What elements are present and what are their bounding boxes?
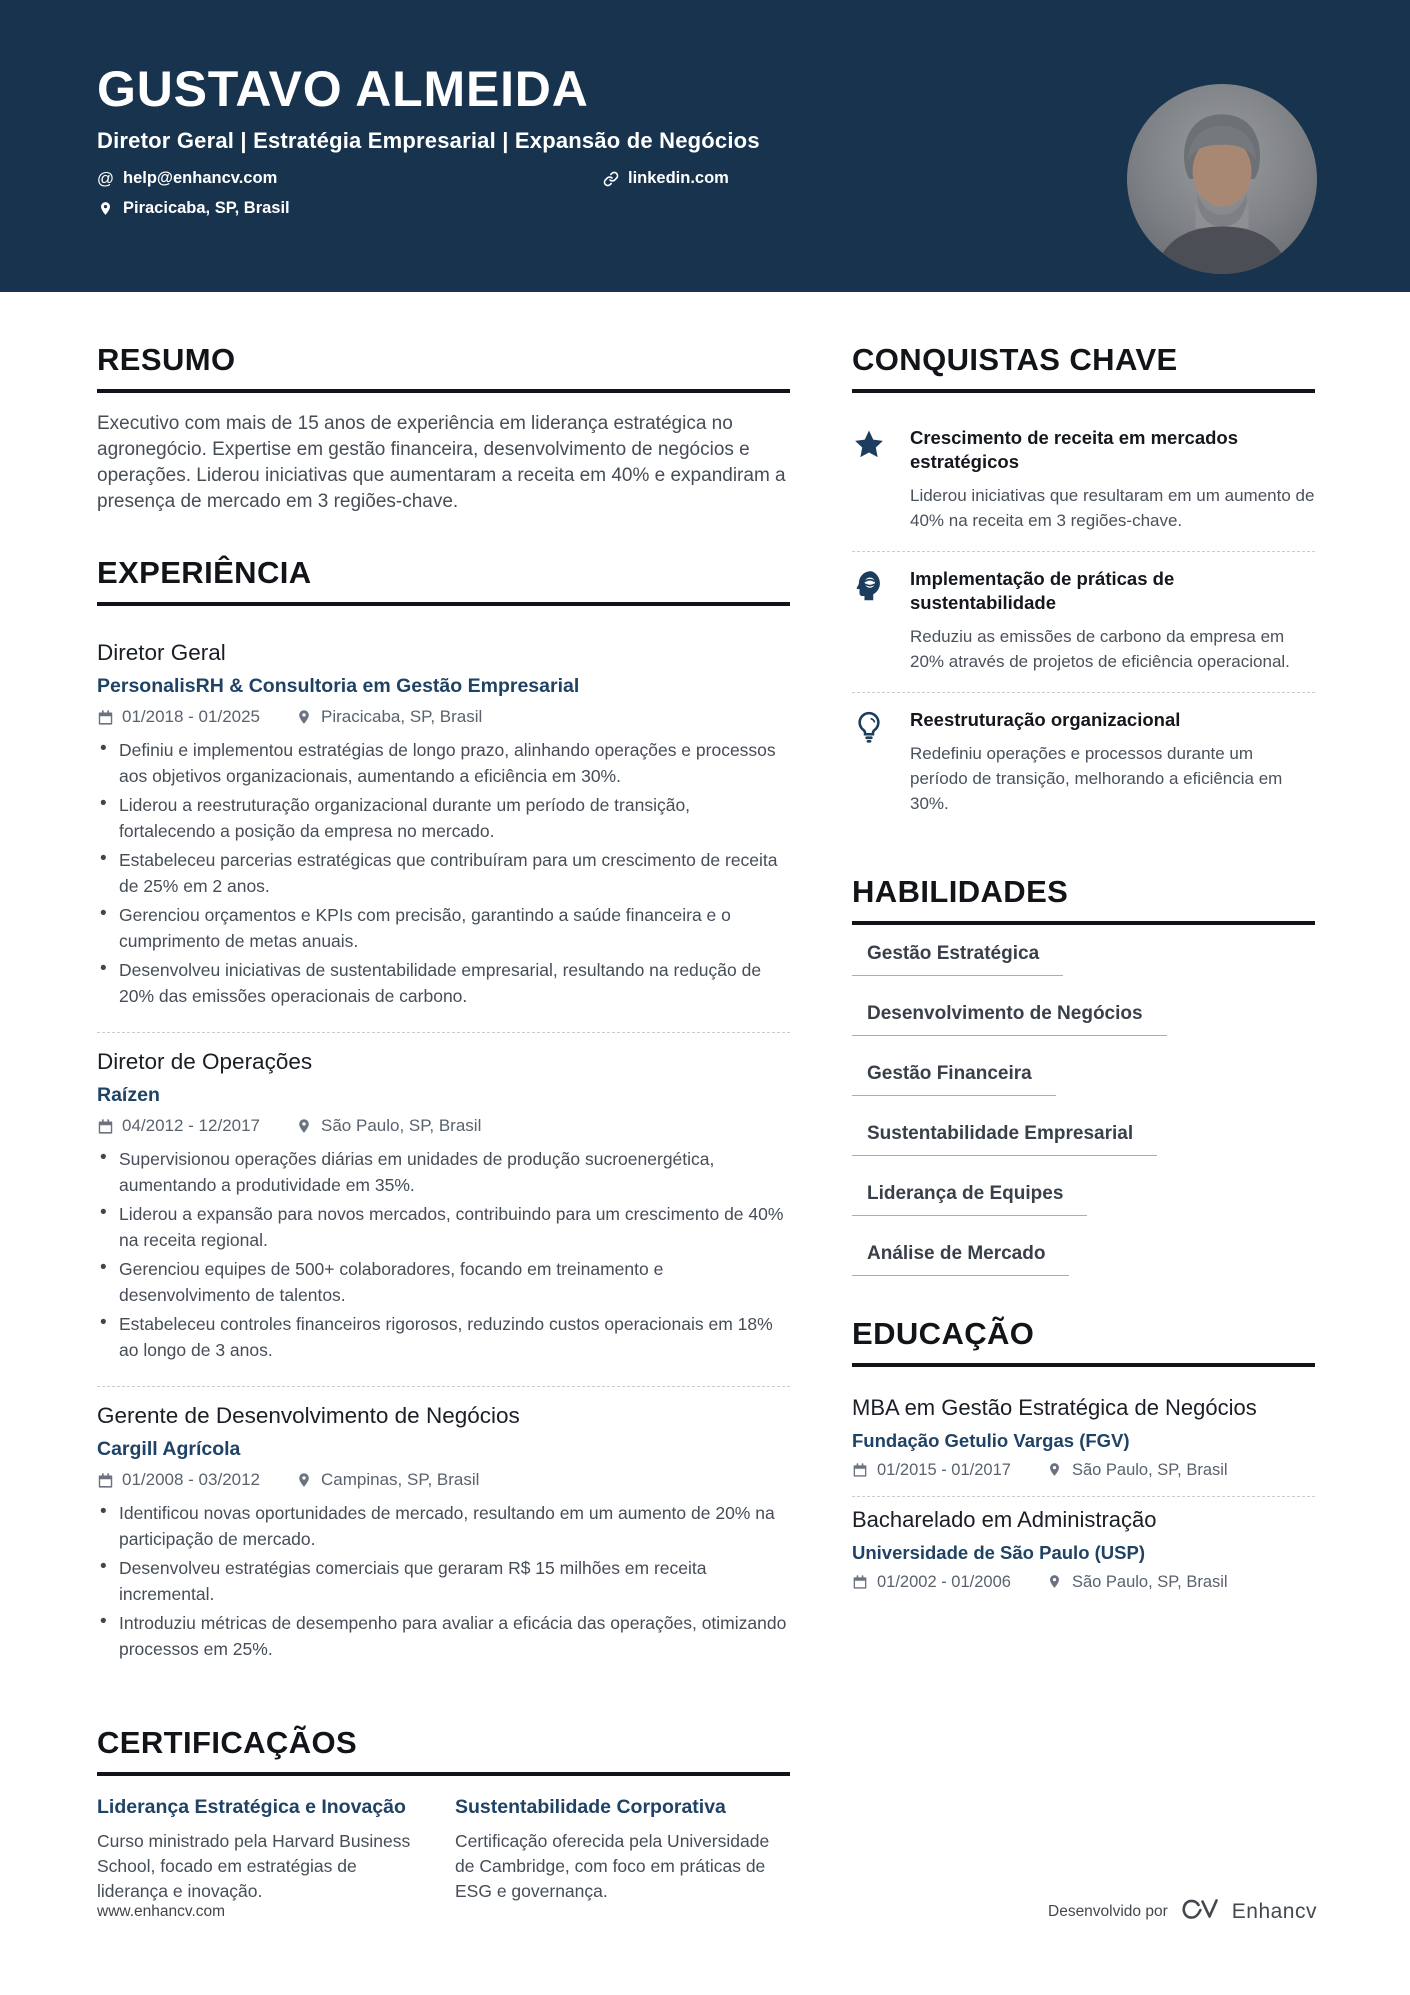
bullet: • Estabeleceu controles financeiros rigorosos, reduzindo custos operacionais em 18% ao longo de 3 anos. <box>97 1311 790 1363</box>
achievement-item <box>852 411 1315 552</box>
job-title: Diretor Geral <box>97 640 226 665</box>
section-habilidades <box>852 874 1315 1276</box>
degree-location: São Paulo, SP, Brasil <box>1047 1573 1228 1592</box>
degree-dates: 01/2002 - 01/2006 <box>852 1573 1011 1592</box>
job-entry <box>97 624 790 1033</box>
achievement-desc: Liderou iniciativas que resultaram em um aumento de 40% na receita em 3 regiões-chave. <box>910 486 1315 530</box>
skill-row <box>852 1123 1315 1156</box>
achievement-body <box>910 426 1315 533</box>
habilidades-heading: HABILIDADES <box>852 874 1315 925</box>
certificacoes-heading: CERTIFICAÇÃOS <box>97 1725 790 1776</box>
job-company: Cargill Agrícola <box>97 1438 241 1460</box>
footer-credit <box>1048 1896 1317 1927</box>
calendar-icon <box>852 1574 869 1591</box>
certifications-grid <box>97 1794 790 1904</box>
head-brain-icon <box>852 567 910 674</box>
conquistas-heading: CONQUISTAS CHAVE <box>852 342 1315 393</box>
school-name: Fundação Getulio Vargas (FGV) <box>852 1430 1130 1451</box>
location-pin-icon <box>296 1472 313 1489</box>
footer-brand-text[interactable]: Enhancv <box>1231 1899 1317 1923</box>
location-pin-icon <box>1047 1462 1064 1479</box>
bullet: • Gerenciou orçamentos e KPIs com precisão, garantindo a saúde financeira e o cumprimento de metas anuais. <box>97 902 790 954</box>
job-bullets <box>97 1146 790 1363</box>
skill-row <box>852 1243 1315 1276</box>
bullet: • Definiu e implementou estratégias de longo prazo, alinhando operações e processos aos objetivos organizacionais, aumentando a eficiência em 30%. <box>97 737 790 789</box>
location-pin-icon <box>296 709 313 726</box>
person-name: GUSTAVO ALMEIDA <box>97 61 589 117</box>
bullet: • Estabeleceu parcerias estratégicas que contribuíram para um crescimento de receita de 25% em 2 anos. <box>97 847 790 899</box>
certification-title: Sustentabilidade Corporativa <box>455 1796 726 1818</box>
website-text: linkedin.com <box>628 169 729 187</box>
job-title: Gerente de Desenvolvimento de Negócios <box>97 1403 520 1428</box>
experiencia-heading: EXPERIÊNCIA <box>97 555 790 606</box>
certification-title: Liderança Estratégica e Inovação <box>97 1796 406 1818</box>
bullet: • Introduziu métricas de desempenho para avaliar a eficácia das operações, otimizando processos em 25%. <box>97 1610 790 1662</box>
certification-item <box>97 1794 417 1904</box>
achievement-item <box>852 552 1315 693</box>
skill-item: Sustentabilidade Empresarial <box>852 1123 1157 1156</box>
star-icon <box>852 426 910 533</box>
job-bullets <box>97 737 790 1009</box>
footer <box>97 1896 1317 1927</box>
achievement-body <box>910 708 1315 816</box>
job-company: PersonalisRH & Consultoria em Gestão Empresarial <box>97 675 580 697</box>
educacao-heading: EDUCAÇÃO <box>852 1316 1315 1367</box>
section-conquistas <box>852 342 1315 834</box>
person-headline: Diretor Geral | Estratégia Empresarial | Expansão de Negócios <box>97 128 760 153</box>
section-resumo <box>97 342 790 515</box>
calendar-icon <box>97 1118 114 1135</box>
degree-entry <box>852 1385 1315 1497</box>
degree-title: Bacharelado em Administração <box>852 1507 1157 1532</box>
achievement-title: Crescimento de receita em mercados estratégicos <box>910 427 1239 472</box>
lightbulb-icon <box>852 708 910 816</box>
achievement-item <box>852 693 1315 834</box>
skill-item: Desenvolvimento de Negócios <box>852 1003 1167 1036</box>
achievement-title: Implementação de práticas de sustentabilidade <box>910 568 1175 613</box>
portrait-silhouette <box>1127 84 1317 274</box>
location-pin-icon <box>1047 1574 1064 1591</box>
skill-item: Gestão Estratégica <box>852 943 1063 976</box>
certification-item <box>455 1794 785 1904</box>
bullet: • Gerenciou equipes de 500+ colaboradores, focando em treinamento e desenvolvimento de talentos. <box>97 1256 790 1308</box>
enhancv-logo-icon <box>1178 1896 1222 1927</box>
job-entry <box>97 1033 790 1387</box>
footer-url-link[interactable]: www.enhancv.com <box>97 1902 226 1920</box>
job-dates: 01/2018 - 01/2025 <box>97 707 260 727</box>
achievement-desc: Reduziu as emissões de carbono da empresa em 20% através de projetos de eficiência operacional. <box>910 627 1290 671</box>
skill-row <box>852 1183 1315 1216</box>
job-dates: 01/2008 - 03/2012 <box>97 1470 260 1490</box>
location-pin-icon <box>296 1118 313 1135</box>
calendar-icon <box>97 709 114 726</box>
job-bullets <box>97 1500 790 1662</box>
job-dates: 04/2012 - 12/2017 <box>97 1116 260 1136</box>
email-link[interactable] <box>97 169 602 188</box>
degree-meta <box>852 1461 1315 1480</box>
job-title: Diretor de Operações <box>97 1049 313 1074</box>
job-company: Raízen <box>97 1084 160 1106</box>
location-text: Piracicaba, SP, Brasil <box>123 199 290 217</box>
school-name: Universidade de São Paulo (USP) <box>852 1542 1145 1563</box>
section-experiencia <box>97 555 790 1685</box>
job-location: Campinas, SP, Brasil <box>296 1470 479 1490</box>
degree-meta <box>852 1573 1315 1592</box>
job-meta <box>97 707 790 727</box>
calendar-icon <box>97 1472 114 1489</box>
at-icon: @ <box>96 169 115 188</box>
profile-photo <box>1127 84 1317 274</box>
certification-desc: Curso ministrado pela Harvard Business School, focado em estratégias de liderança e inovação. <box>97 1831 411 1901</box>
skill-item: Liderança de Equipes <box>852 1183 1087 1216</box>
footer-credit-text: Desenvolvido por <box>1048 1902 1168 1920</box>
job-meta <box>97 1116 790 1136</box>
job-meta <box>97 1470 790 1490</box>
certification-desc: Certificação oferecida pela Universidade de Cambridge, com foco em práticas de ESG e governança. <box>455 1831 770 1901</box>
content-columns <box>0 292 1410 1904</box>
link-icon <box>602 170 619 187</box>
section-educacao <box>852 1316 1315 1608</box>
location-item <box>97 199 290 218</box>
skill-row <box>852 1003 1315 1036</box>
job-location: São Paulo, SP, Brasil <box>296 1116 481 1136</box>
skill-item: Gestão Financeira <box>852 1063 1056 1096</box>
header <box>0 0 1410 292</box>
resumo-text: Executivo com mais de 15 anos de experiência em liderança estratégica no agronegócio. Expertise em gestão financeira, desenvolvimento de negócios e operações. Liderou iniciativas que aumentaram a receita em 40% e expandiram a presença de mercado em 3 regiões-chave. <box>97 413 786 512</box>
left-column <box>97 292 790 1904</box>
bullet: • Desenvolveu estratégias comerciais que geraram R$ 15 milhões em receita incremental. <box>97 1555 790 1607</box>
section-certificacoes <box>97 1725 790 1904</box>
bullet: • Liderou a expansão para novos mercados, contribuindo para um crescimento de 40% na receita regional. <box>97 1201 790 1253</box>
calendar-icon <box>852 1462 869 1479</box>
job-entry <box>97 1387 790 1685</box>
bullet: • Liderou a reestruturação organizacional durante um período de transição, fortalecendo a posição da empresa no mercado. <box>97 792 790 844</box>
achievement-desc: Redefiniu operações e processos durante um período de transição, melhorando a eficiência em 30%. <box>910 744 1283 813</box>
location-pin-icon <box>97 200 114 217</box>
bullet: • Supervisionou operações diárias em unidades de produção sucroenergética, aumentando a produtividade em 35%. <box>97 1146 790 1198</box>
degree-title: MBA em Gestão Estratégica de Negócios <box>852 1395 1257 1420</box>
bullet: • Desenvolveu iniciativas de sustentabilidade empresarial, resultando na redução de 20% das emissões operacionais de carbono. <box>97 957 790 1009</box>
email-text: help@enhancv.com <box>123 169 278 187</box>
degree-dates: 01/2015 - 01/2017 <box>852 1461 1011 1480</box>
resumo-heading: RESUMO <box>97 342 790 393</box>
bullet: • Identificou novas oportunidades de mercado, resultando em um aumento de 20% na participação de mercado. <box>97 1500 790 1552</box>
skill-row <box>852 943 1315 976</box>
website-link[interactable] <box>602 169 729 188</box>
achievement-body <box>910 567 1315 674</box>
achievement-title: Reestruturação organizacional <box>910 709 1181 730</box>
right-column <box>852 292 1315 1904</box>
degree-location: São Paulo, SP, Brasil <box>1047 1461 1228 1480</box>
skill-item: Análise de Mercado <box>852 1243 1069 1276</box>
degree-entry <box>852 1497 1315 1608</box>
job-location: Piracicaba, SP, Brasil <box>296 707 482 727</box>
skill-row <box>852 1063 1315 1096</box>
